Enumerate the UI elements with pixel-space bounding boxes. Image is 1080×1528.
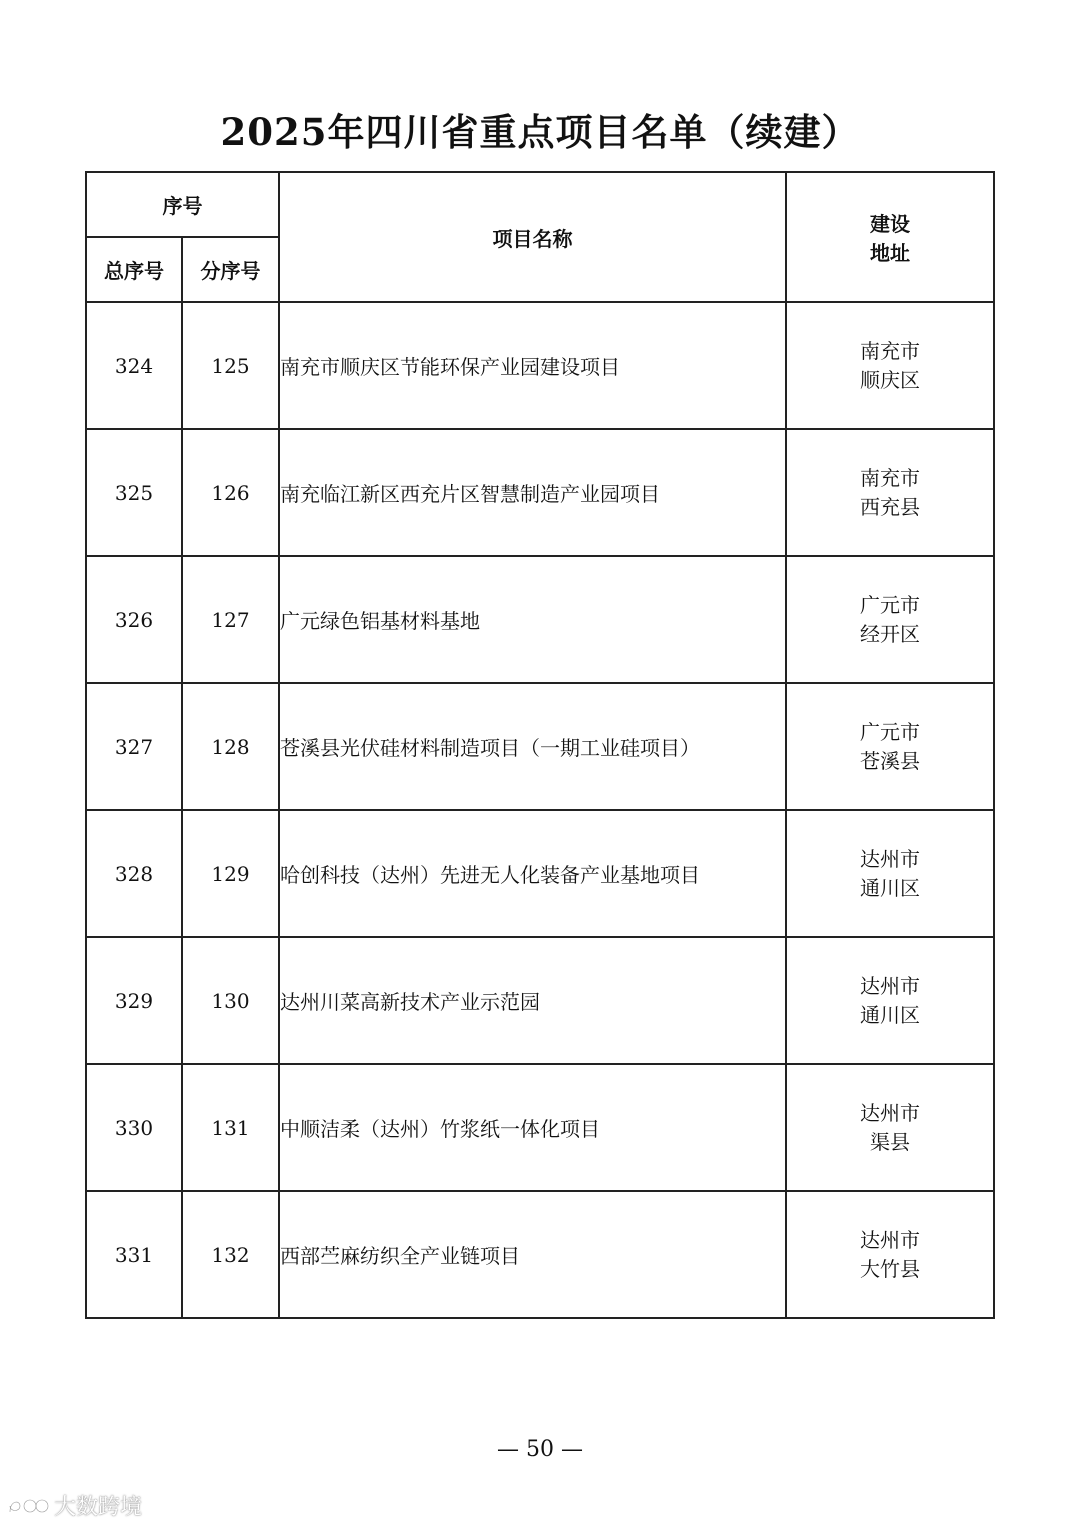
location-cell	[786, 810, 994, 937]
location-district: 顺庆区	[860, 367, 920, 392]
location-city: 南充市	[860, 465, 920, 490]
location-city: 南充市	[860, 338, 920, 363]
page-number: — 50 —	[497, 1437, 583, 1462]
location-district: 大竹县	[860, 1256, 920, 1281]
location-district: 苍溪县	[860, 748, 920, 773]
location-city: 达州市	[860, 973, 920, 998]
table-row	[86, 683, 994, 810]
table-row	[86, 302, 994, 429]
sub-number-cell: 132	[182, 1191, 279, 1318]
header-project-name: 项目名称	[279, 172, 786, 302]
location-district: 经开区	[860, 621, 920, 646]
location-district: 通川区	[860, 1002, 920, 1027]
sub-number-cell: 128	[182, 683, 279, 810]
table-row	[86, 1064, 994, 1191]
total-number-cell: 326	[86, 556, 182, 683]
location-cell	[786, 937, 994, 1064]
table-row	[86, 556, 994, 683]
header-location	[786, 172, 994, 302]
header-location-line2: 地址	[870, 241, 910, 265]
total-number-cell: 327	[86, 683, 182, 810]
location-city: 达州市	[860, 1227, 920, 1252]
sub-number-cell: 131	[182, 1064, 279, 1191]
total-number-cell: 329	[86, 937, 182, 1064]
table-row	[86, 429, 994, 556]
location-city: 达州市	[860, 1100, 920, 1125]
header-total-number: 总序号	[86, 237, 182, 302]
location-cell	[786, 429, 994, 556]
sub-number-cell: 127	[182, 556, 279, 683]
location-district: 西充县	[860, 494, 920, 519]
project-name-cell: 南充市顺庆区节能环保产业园建设项目	[279, 302, 786, 429]
project-name-cell: 哈创科技（达州）先进无人化装备产业基地项目	[279, 810, 786, 937]
page-title: 2025年四川省重点项目名单（续建）	[220, 110, 860, 154]
location-district: 通川区	[860, 875, 920, 900]
watermark-logo-icon	[6, 1494, 50, 1518]
total-number-cell: 325	[86, 429, 182, 556]
project-name-cell: 西部苎麻纺织全产业链项目	[279, 1191, 786, 1318]
project-name-cell: 广元绿色铝基材料基地	[279, 556, 786, 683]
location-cell	[786, 1191, 994, 1318]
total-number-cell: 328	[86, 810, 182, 937]
watermark	[6, 1490, 142, 1521]
watermark-text: 大数跨境	[54, 1495, 143, 1520]
table-row	[86, 1191, 994, 1318]
location-city: 达州市	[860, 846, 920, 871]
location-district: 渠县	[870, 1129, 910, 1154]
project-table	[85, 171, 995, 1319]
project-name-cell: 中顺洁柔（达州）竹浆纸一体化项目	[279, 1064, 786, 1191]
total-number-cell: 331	[86, 1191, 182, 1318]
project-name-cell: 达州川菜高新技术产业示范园	[279, 937, 786, 1064]
location-city: 广元市	[860, 719, 920, 744]
sub-number-cell: 125	[182, 302, 279, 429]
header-location-line1: 建设	[870, 212, 910, 236]
location-cell	[786, 683, 994, 810]
sub-number-cell: 126	[182, 429, 279, 556]
table-row	[86, 810, 994, 937]
total-number-cell: 330	[86, 1064, 182, 1191]
header-sub-number: 分序号	[182, 237, 279, 302]
sub-number-cell: 129	[182, 810, 279, 937]
location-city: 广元市	[860, 592, 920, 617]
location-cell	[786, 302, 994, 429]
project-name-cell: 南充临江新区西充片区智慧制造产业园项目	[279, 429, 786, 556]
total-number-cell: 324	[86, 302, 182, 429]
sub-number-cell: 130	[182, 937, 279, 1064]
project-name-cell: 苍溪县光伏硅材料制造项目（一期工业硅项目）	[279, 683, 786, 810]
header-sequence-group: 序号	[86, 172, 279, 237]
location-cell	[786, 1064, 994, 1191]
table-row	[86, 937, 994, 1064]
location-cell	[786, 556, 994, 683]
